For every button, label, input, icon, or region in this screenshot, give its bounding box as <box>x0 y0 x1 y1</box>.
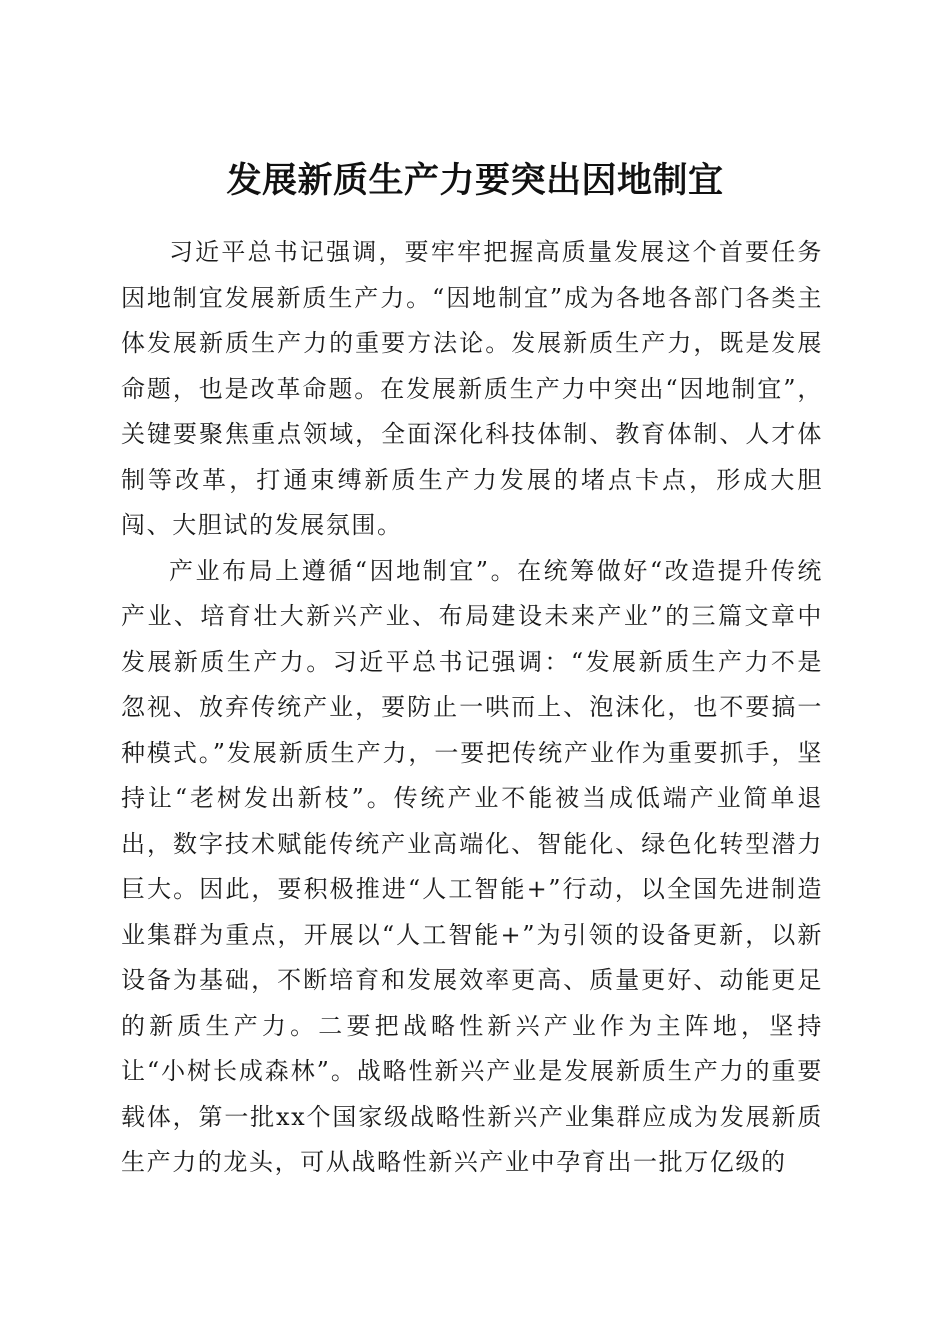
paragraph-2: 产业布局上遵循“因地制宜”。在统筹做好“改造提升传统产业、培育壮大新兴产业、布局建设未来产业”的三篇文章中发展新质生产力。习近平总书记强调：“发展新质生产力不是忽视、放弃传统产业，要防止一哄而上、泡沫化，也不要搞一种模式。”发展新质生产力，一要把传统产业作为重要抓手，坚持让“老树发出新枝”。传统产业不能被当成低端产业简单退出，数字技术赋能传统产业高端化、智能化、绿色化转型潜力巨大。因此，要积极推进“人工智能+”行动，以全国先进制造业集群为重点，开展以“人工智能+”为引领的设备更新，以新设备为基础，不断培育和发展效率更高、质量更好、动能更足的新质生产力。二要把战略性新兴产业作为主阵地，坚持让“小树长成森林”。战略性新兴产业是发展新质生产力的重要载体，第一批xx个国家级战略性新兴产业集群应成为发展新质生产力的龙头，可从战略性新兴产业中孕育出一批万亿级的 <box>121 556 823 1176</box>
document-body <box>121 230 823 1186</box>
document-title: 发展新质生产力要突出因地制宜 <box>226 160 724 202</box>
paragraph-1: 习近平总书记强调，要牢牢把握高质量发展这个首要任务因地制宜发展新质生产力。“因地制宜”成为各地各部门各类主体发展新质生产力的重要方法论。发展新质生产力，既是发展命题，也是改革命题。在发展新质生产力中突出“因地制宜”，关键要聚焦重点领域，全面深化科技体制、教育体制、人才体制等改革，打通束缚新质生产力发展的堵点卡点，形成大胆闯、大胆试的发展氛围。 <box>121 238 823 539</box>
